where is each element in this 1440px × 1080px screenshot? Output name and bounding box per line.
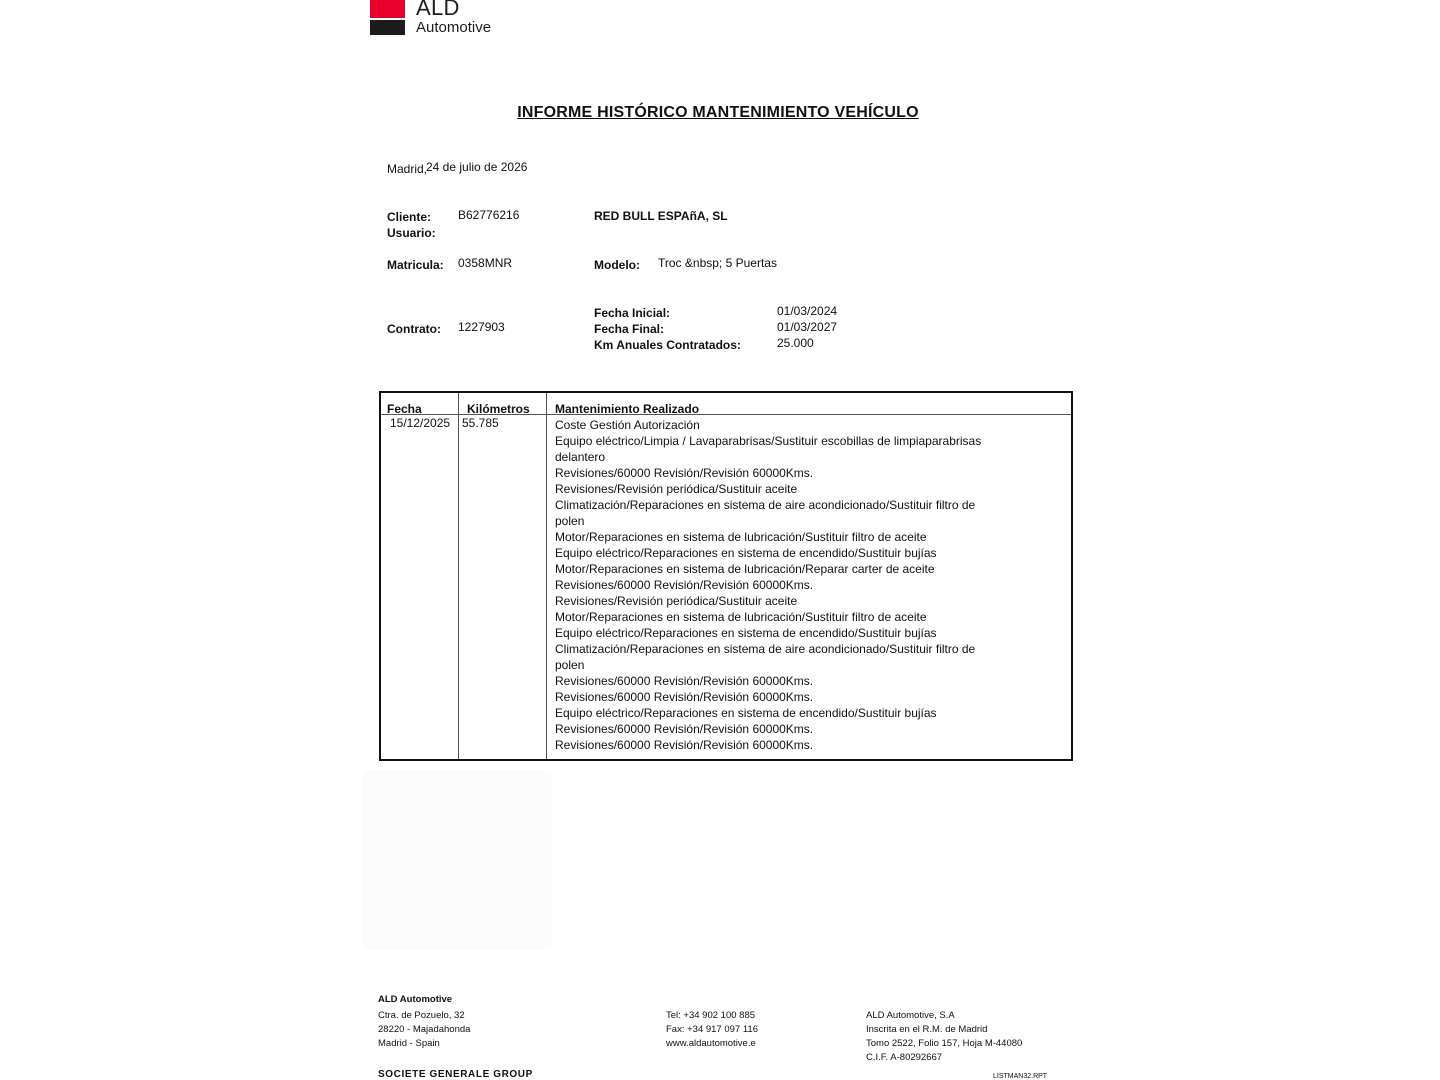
footer-website: www.aldautomotive.e (666, 1038, 756, 1049)
maintenance-item: Coste Gestión Autorización (555, 418, 700, 432)
plate-value: 0358MNR (458, 256, 513, 270)
report-code: LISTMAN32.RPT (993, 1073, 1048, 1080)
maintenance-item: Revisiones/60000 Revisión/Revisión 60000Kms. (555, 674, 814, 688)
end-date-label: Fecha Final: (594, 322, 665, 336)
footer-legal-line: Tomo 2522, Folio 157, Hoja M-44080 (866, 1038, 1023, 1049)
start-date-value: 01/03/2024 (777, 304, 838, 318)
header-km: Kilómetros (467, 402, 530, 416)
model-label: Modelo: (594, 258, 640, 272)
plate-label: Matricula: (387, 258, 444, 272)
maintenance-item: Revisiones/60000 Revisión/Revisión 60000Kms. (555, 690, 814, 704)
maintenance-table (379, 391, 1073, 761)
footer-address-line: Ctra. de Pozuelo, 32 (378, 1010, 465, 1021)
client-company: RED BULL ESPAñA, SL (594, 209, 728, 223)
user-label: Usuario: (387, 226, 436, 240)
maintenance-item: Revisiones/60000 Revisión/Revisión 60000Kms. (555, 466, 814, 480)
model-value: Troc &nbsp; 5 Puertas (658, 256, 777, 270)
footer-legal-line: Inscrita en el R.M. de Madrid (866, 1024, 988, 1035)
scan-artifact (362, 770, 552, 950)
logo-subtitle: Automotive (416, 19, 492, 36)
footer-fax: Fax: +34 917 097 116 (666, 1024, 758, 1035)
maintenance-item: Motor/Reparaciones en sistema de lubricación/Reparar carter de aceite (555, 562, 935, 576)
footer-group-name: SOCIETE GENERALE GROUP (378, 1069, 533, 1080)
footer-phone: Tel: +34 902 100 885 (666, 1010, 756, 1021)
maintenance-item: Climatización/Reparaciones en sistema de aire acondicionado/Sustituir filtro de (555, 498, 976, 512)
maintenance-item: Revisiones/Revisión periódica/Sustituir aceite (555, 482, 798, 496)
ald-automotive-logo (370, 0, 504, 36)
maintenance-item: Revisiones/60000 Revisión/Revisión 60000Kms. (555, 578, 814, 592)
maintenance-item: Equipo eléctrico/Reparaciones en sistema de encendido/Sustituir bujías (555, 626, 937, 640)
footer-legal-line: ALD Automotive, S.A (866, 1010, 955, 1021)
maintenance-items-list (555, 417, 981, 753)
client-id: B62776216 (458, 208, 520, 222)
maintenance-item: Motor/Reparaciones en sistema de lubricación/Sustituir filtro de aceite (555, 610, 927, 624)
annual-km-label: Km Anuales Contratados: (594, 338, 741, 352)
table-column-divider (546, 393, 547, 759)
row-date: 15/12/2025 (390, 416, 451, 430)
start-date-label: Fecha Inicial: (594, 306, 671, 320)
maintenance-item: Revisiones/Revisión periódica/Sustituir aceite (555, 594, 798, 608)
logo-mark-line (370, 18, 405, 20)
footer-company: ALD Automotive (378, 994, 453, 1005)
report-date: 24 de julio de 2026 (426, 160, 528, 174)
end-date-value: 01/03/2027 (777, 320, 838, 334)
maintenance-item: Equipo eléctrico/Reparaciones en sistema de encendido/Sustituir bujías (555, 706, 937, 720)
maintenance-item: polen (555, 514, 585, 528)
place: Madrid, (387, 162, 428, 176)
logo-name: ALD (416, 0, 460, 20)
header-date: Fecha (387, 402, 422, 416)
footer-address-line: 28220 - Majadahonda (378, 1024, 471, 1035)
logo-mark-red (370, 0, 405, 19)
contract-label: Contrato: (387, 322, 441, 336)
maintenance-item: delantero (555, 450, 606, 464)
maintenance-item: Revisiones/60000 Revisión/Revisión 60000Kms. (555, 738, 814, 752)
maintenance-item: Revisiones/60000 Revisión/Revisión 60000Kms. (555, 722, 814, 736)
maintenance-item: Motor/Reparaciones en sistema de lubricación/Sustituir filtro de aceite (555, 530, 927, 544)
header-maintenance: Mantenimiento Realizado (555, 402, 700, 416)
maintenance-item: polen (555, 658, 585, 672)
footer-legal-line: C.I.F. A-80292667 (866, 1052, 943, 1063)
footer-address-line: Madrid - Spain (378, 1038, 440, 1049)
annual-km-value: 25.000 (777, 336, 814, 350)
maintenance-item: Equipo eléctrico/Reparaciones en sistema de encendido/Sustituir bujías (555, 546, 937, 560)
maintenance-item: Equipo eléctrico/Limpia / Lavaparabrisas/Sustituir escobillas de limpiaparabrisas (555, 434, 982, 448)
client-label: Cliente: (387, 210, 432, 224)
maintenance-item: Climatización/Reparaciones en sistema de aire acondicionado/Sustituir filtro de (555, 642, 976, 656)
row-km: 55.785 (462, 416, 499, 430)
report-title: INFORME HISTÓRICO MANTENIMIENTO VEHÍCULO (517, 104, 919, 121)
contract-value: 1227903 (458, 320, 505, 334)
table-column-divider (458, 393, 459, 759)
